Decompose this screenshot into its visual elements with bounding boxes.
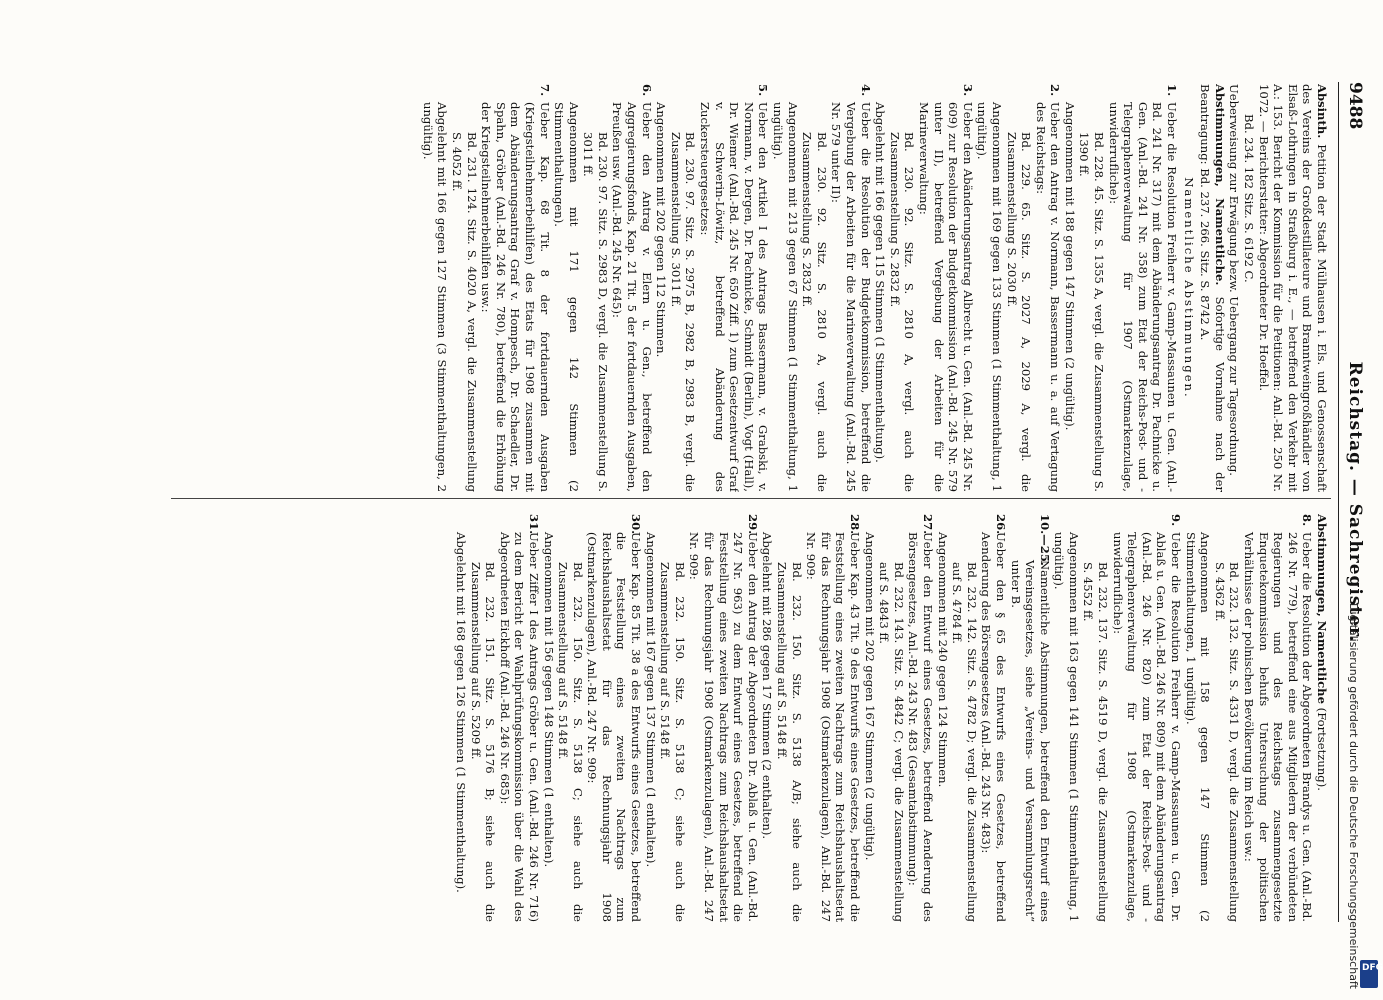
left-column xyxy=(129,84,1329,492)
list-item: 27. Ueber den Entwurf eines Gesetzes, betreffend Aenderung des Börsengesetzes, Anl.-Bd. 243 Nr. 483 (Gesamtabstimmung): Bd. 232. 143. Sitz. S. 4842 C; vergl. die Zusammenstellung auf S. 4843 ff. Angenommen mit 202 gegen 167 Stimmen (2 ungültig). xyxy=(862,514,935,922)
running-title: Reichstag. — Sachregister. xyxy=(1345,361,1365,643)
list-item: 9. Ueber die Resolution Freiherr v. Gamp-Massaunen u. Gen. Dr. Ablaß u. Gen. (Anl.-Bd. 246 Nr. 809) mit dem Abänderungsantrag (Anl.-Bd. 246 Nr. 820) zum Etat der Reichs-Post- und -Telegraphenverwaltung für 1908 (Ostmarkenzulage, unwiderrufliche): Bd. 232. 137. Sitz. S. 4519 D, vergl. die Zusammenstellung S. 4552 ff. Angenommen mit 163 gegen 141 Stimmen (1 Stimmenthaltung, 1 ungültig). xyxy=(1052,514,1184,922)
intro-paragraph: Absinth. Petition der Stadt Mülhausen i. Els. und Genossenschaft des Vereins der Großdestillateure und Branntweingroßhändler von Elsaß-Lothringen in Straßburg i. E., — betreffend den Verkehr mit A.: 153. Bericht der Kommission für die Petitionen: Anl.-Bd. 250 Nr. 1072. — Berichterstatter: Abgeordneter Dr. Hoeffel. xyxy=(1256,84,1329,492)
page-number: 9488 xyxy=(1345,82,1365,130)
header-rule xyxy=(1338,82,1339,922)
list-item: 4. Ueber die Resolution der Budgetkommission, betreffend die Vergebung der Arbeiten für die Marineverwaltung (Anl.-Bd. 245 Nr. 579 unter II): Bd. 230. 92. Sitz. S. 2810 A, vergl. auch die Zusammenstellung S. 2832 ff. Angenommen mit 213 gegen 67 Stimmen (1 Stimmenthaltung, 1 ungültig). xyxy=(771,84,873,492)
intro-reference: Bd. 234. 182 Sitz. S. 6192 C. xyxy=(1242,114,1257,283)
column-divider xyxy=(171,498,1331,499)
list-item: 6. Ueber den Antrag v. Elern u. Gen., betreffend den Aggregierungsfonds, Kap. 21 Tit. 5 der fortdauernden Ausgaben, Preußen usw. (Anl.-Bd. 245 Nr. 645): Bd. 230. 97. Sitz. S. 2983 D, vergl. die Zusammenstellung S. 3011 ff. Angenommen mit 171 gegen 142 Stimmen (2 Stimmenthaltungen). xyxy=(552,84,654,492)
list-item: 2. Ueber den Antrag v. Normann, Bassermann u. a. auf Vertagung des Reichstags: Bd. 229. 65. Sitz. S. 2027 A, 2029 A, vergl. die Zusammenstellung S. 2030 ff. Angenommen mit 169 gegen 133 Stimmen (1 Stimmenthaltung, 1 ungültig). xyxy=(975,84,1063,492)
list-item: 5. Ueber den Artikel I des Antrags Bassermann, v. Grabski, v. Normann, v. Dergen, Dr. Pachnicke, Schmidt (Berlin), Vogt (Hall), Dr. Wiemer (Anl.-Bd. 245 Nr. 650 Ziff. 1) zum Gesetzentwurf Graf v. Schwerin-Löwitz, betreffend Abänderung des Zuckersteuergesetzes: Bd. 230. 97. Sitz. S. 2975 B, 2982 B, 2983 B, vergl. die Zusammenstellung S. 3011 ff. Angenommen mit 202 gegen 112 Stimmen. xyxy=(654,84,771,492)
list-item: 26. Ueber den § 65 des Entwurfs eines Gesetzes, betreffend Aenderung des Börsengesetzes (Anl.-Bd. 243 Nr. 483): Bd. 232. 142. Sitz. S. 4782 D; vergl. die Zusammenstellung auf S. 4784 ff. Angenommen mit 240 gegen 124 Stimmen. xyxy=(935,514,1008,922)
list-item: 7. Ueber Kap. 68 Tit. 8 der fortdauernden Ausgaben (Kriegsteilnehmerbeihilfen) des Etats für 1908 zusammen mit dem Abänderungsantrag Graf v. Hompesch, Dr. Schaedler, Dr. Spahn, Gröber (Anl.-Bd. 246 Nr. 780), betreffend die Erhöhung der Kriegsteilnehmerbeihilfen usw.: Bd. 231. 124. Sitz. S. 4020 A, vergl. die Zusammenstellung S. 4052 ff. Abgelehnt mit 166 gegen 127 Stimmen (3 Stimmenthaltungen, 2 ungültig). xyxy=(420,84,552,492)
section-heading: Abstimmungen, Namentliche. xyxy=(1212,84,1227,286)
list-item: 10.—25. Namentliche Abstimmungen, betreffend den Entwurf eines Vereinsgesetzes, siehe „Vereins- und Versammlungsrecht“ unter B. xyxy=(1008,514,1052,922)
list-item: 1. Ueber die Resolution Freiherr v. Gamp-Massaunen u. Gen. (Anl.-Bd. 241 Nr. 317) mit dem Abänderungsantrag Dr. Pachnicke u. Gen. (Anl.-Bd. 241 Nr. 358) zum Etat der Reichs-Post- und -Telegraphenverwaltung für 1907 (Ostmarkenzulage, unwiderrufliche): Bd. 228. 45. Sitz. S. 1355 A, vergl. die Zusammenstellung S. 1390 ff. Angenommen mit 188 gegen 147 Stimmen (2 ungültig). xyxy=(1062,84,1180,492)
list-item: 28. Ueber Kap. 43 Tit. 9 des Entwurfs eines Gesetzes, betreffend die Feststellung eines zweiten Nachtrags zum Reichshaushaltsetat für das Rechnungsjahr 1908 (Ostmarkenzulagen), Anl.-Bd. 247 Nr. 909: Bd. 232. 150. Sitz. S. 5138 A/B; siehe auch die Zusammenstellung auf S. 5148 ff. Abgelehnt mit 286 gegen 17 Stimmen (2 enthalten). xyxy=(760,514,862,922)
entry-lead: Absinth. xyxy=(1315,84,1329,139)
list-item: 3. Ueber den Abänderungsantrag Albrecht u. Gen. (Anl.-Bd. 245 Nr. 609) zur Resolution der Budgetkommission (Anl.-Bd. 245 Nr. 579 unter II), betreffend Vergebung der Arbeiten für die Marineverwaltung: Bd. 230. 92. Sitz. S. 2810 A, vergl. auch die Zusammenstellung S. 2832 ff. Abgelehnt mit 166 gegen 115 Stimmen (1 Stimmenthaltung). xyxy=(873,84,975,492)
section-entry: Abstimmungen, Namentliche. Sofortige Vornahme nach der Beantragung: Bd. 237. 266. Sitz. S. 8742 A. xyxy=(1198,84,1227,492)
section-entry: Abstimmungen, Namentliche (Fortsetzung). xyxy=(1315,514,1329,791)
list-item: 29. Ueber den Antrag der Abgeordneten Dr. Ablaß u. Gen. (Anl.-Bd. 247 Nr. 963) zu dem Entwurf eines Gesetzes, betreffend die Feststellung eines zweiten Nachtrags zum Reichshaushaltsetat für das Rechnungsjahr 1908 (Ostmarkenzulagen), Anl.-Bd. 247 Nr. 909: Bd. 232. 150. Sitz. S. 5138 C; siehe auch die Zusammenstellung auf S. 5148 ff. Angenommen mit 167 gegen 137 Stimmen (1 enthalten). xyxy=(643,514,760,922)
subheading: Namentliche Abstimmungen. xyxy=(1181,177,1196,399)
list-item: 31. Ueber Ziffer I des Antrags Gröber u. Gen. (Anl.-Bd. 246 Nr. 716) zu dem Bericht der Wahlprüfungskommission über die Wahl des Abgeordneten Eickhoff (Anl.-Bd. 246 Nr. 685): Bd. 232. 151. Sitz. S. 5176 B; siehe auch die Zusammenstellung auf S. 5209 ff. Abgelehnt mit 168 gegen 126 Stimmen (1 Stimmenthaltung). xyxy=(453,514,541,922)
digitization-credit: Digitalisierung gefördert durch die Deutsche Forschungsgemeinschaft xyxy=(1347,603,1360,989)
intro-note: Ueberweisung zur Erwägung bezw. Uebergang zur Tagesordnung. xyxy=(1227,84,1242,476)
list-item: 30. Ueber Kap. 85 Tit. 38 a des Entwurfs eines Gesetzes, betreffend die Feststellung eines zweiten Nachtrags zum Reichshaushaltsetat für das Rechnungsjahr 1908 (Ostmarkenzulagen), Anl.-Bd. 247 Nr. 909: Bd. 232. 150. Sitz. S. 5138 C; siehe auch die Zusammenstellung auf S. 5148 ff. Angenommen mit 156 gegen 148 Stimmen (1 enthalten). xyxy=(541,514,644,922)
dfg-logo-text: DFG xyxy=(1362,963,1383,973)
right-column xyxy=(129,514,1329,922)
list-item: 8. Ueber die Resolution der Abgeordneten Brandys u. Gen. (Anl.-Bd. 246 Nr. 779), betreffend eine aus Mitgliedern der verbündeten Regierungen und des Reichstags zusammengesetzte Enquetekommission behufs Untersuchung der politischen Verhältnisse der polnischen Bevölkerung im Reich usw.: Bd. 232. 132. Sitz. S. 4331 D, vergl. die Zusammenstellung S. 4362 ff. Angenommen mit 158 gegen 147 Stimmen (2 Stimmenthaltungen, 1 ungültig). xyxy=(1183,514,1315,922)
section-heading: Abstimmungen, Namentliche xyxy=(1315,514,1329,704)
